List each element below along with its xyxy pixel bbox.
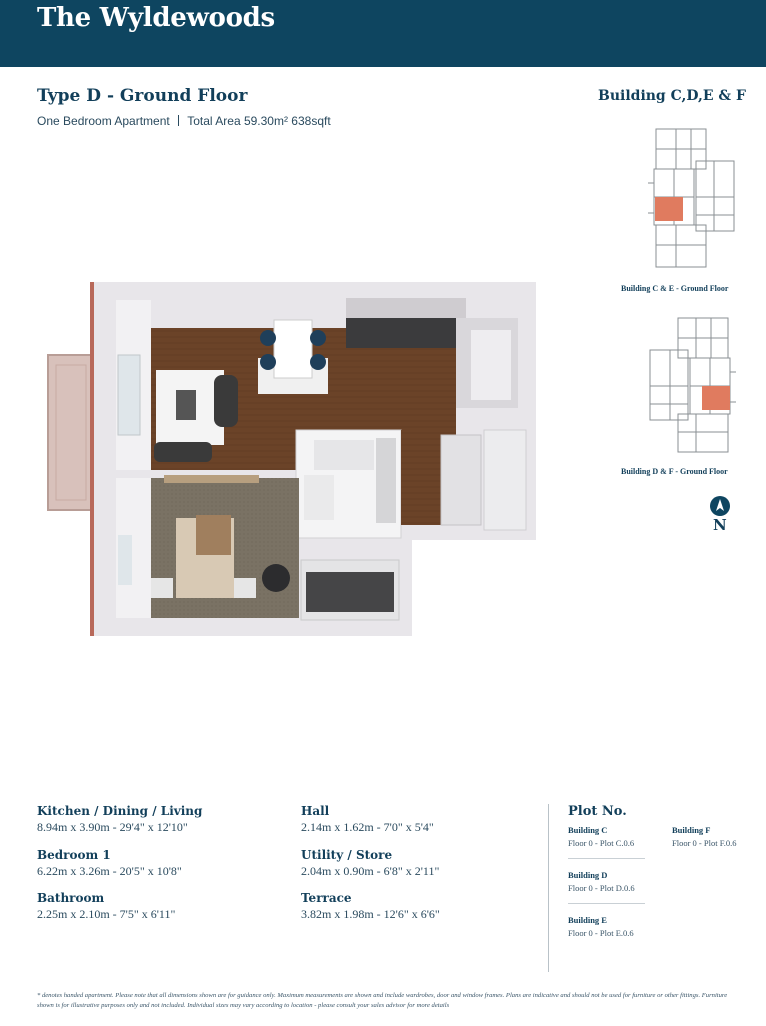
- separator: [178, 115, 180, 126]
- north-label: N: [713, 516, 727, 534]
- key-plan-df-label: Building D & F - Ground Floor: [621, 467, 728, 476]
- north-indicator: [709, 495, 731, 535]
- room-name: Bedroom 1: [37, 848, 111, 862]
- room-name: Hall: [301, 804, 330, 818]
- plot-building: Building F: [672, 825, 711, 835]
- plot-number: Floor 0 - Plot E.0.6: [568, 928, 634, 938]
- key-plan-ce-label: Building C & E - Ground Floor: [621, 284, 729, 293]
- divider: [568, 903, 645, 904]
- plot-number: Floor 0 - Plot D.0.6: [568, 883, 635, 893]
- room-dimensions: 8.94m x 3.90m - 29'4" x 12'10": [37, 820, 188, 834]
- room-hall: [301, 803, 434, 835]
- plot-heading: Plot No.: [568, 804, 627, 819]
- compass-icon: [709, 495, 731, 517]
- key-plan-df: [646, 314, 738, 456]
- plot-building-c: [568, 825, 634, 848]
- plot-building-f: [672, 825, 737, 848]
- room-dimensions: 2.04m x 0.90m - 6'8" x 2'11": [301, 864, 440, 878]
- room-name: Bathroom: [37, 891, 105, 905]
- utility-store: [441, 435, 481, 525]
- room-dimensions: 3.82m x 1.98m - 12'6" x 6'6": [301, 907, 440, 921]
- header-bar: [0, 0, 766, 67]
- brand-title: The Wyldewoods: [37, 3, 275, 33]
- plot-building: Building C: [568, 825, 608, 835]
- unit-subtitle: [37, 114, 331, 128]
- plot-building-d: [568, 870, 635, 893]
- room-kitchen-living: [37, 803, 202, 835]
- room-dimensions: 2.14m x 1.62m - 7'0" x 5'4": [301, 820, 434, 834]
- buildings-heading: Building C,D,E & F: [598, 88, 746, 104]
- divider: [548, 804, 549, 972]
- room-utility-store: [301, 847, 439, 879]
- hall: [401, 430, 446, 525]
- room-bathroom: [37, 890, 175, 922]
- key-plan-ce: [646, 125, 738, 273]
- disclaimer: * denotes handed apartment. Please note that all dimensions shown are for guidance only. Maximum measurements are shown and include wardrobes, door and window frames. Plans are indicative and should not be used for furniture or other fittings. Furniture shown is for illustrative purposes only and not included. Individual sizes may vary according to location - please consult your sales advisor for more details: [37, 992, 728, 1009]
- plot-number: Floor 0 - Plot F.0.6: [672, 838, 737, 848]
- room-bedroom: [37, 847, 182, 879]
- unit-title: Type D - Ground Floor: [37, 86, 248, 106]
- plot-number: Floor 0 - Plot C.0.6: [568, 838, 635, 848]
- highlighted-unit-df: [702, 386, 730, 410]
- divider: [568, 858, 645, 859]
- room-name: Utility / Store: [301, 848, 393, 862]
- unit-description: One Bedroom Apartment: [37, 114, 170, 128]
- floor-plan-illustration: [46, 280, 541, 640]
- room-dimensions: 2.25m x 2.10m - 7'5" x 6'11": [37, 907, 176, 921]
- room-terrace: [301, 890, 440, 922]
- highlighted-unit-ce: [655, 197, 683, 221]
- plot-building-e: [568, 915, 634, 938]
- plot-building: Building D: [568, 870, 608, 880]
- terrace: [48, 355, 92, 510]
- unit-total-area: Total Area 59.30m² 638sqft: [187, 114, 331, 128]
- room-name: Kitchen / Dining / Living: [37, 804, 203, 818]
- room-name: Terrace: [301, 891, 352, 905]
- room-dimensions: 6.22m x 3.26m - 20'5" x 10'8": [37, 864, 182, 878]
- plot-building: Building E: [568, 915, 607, 925]
